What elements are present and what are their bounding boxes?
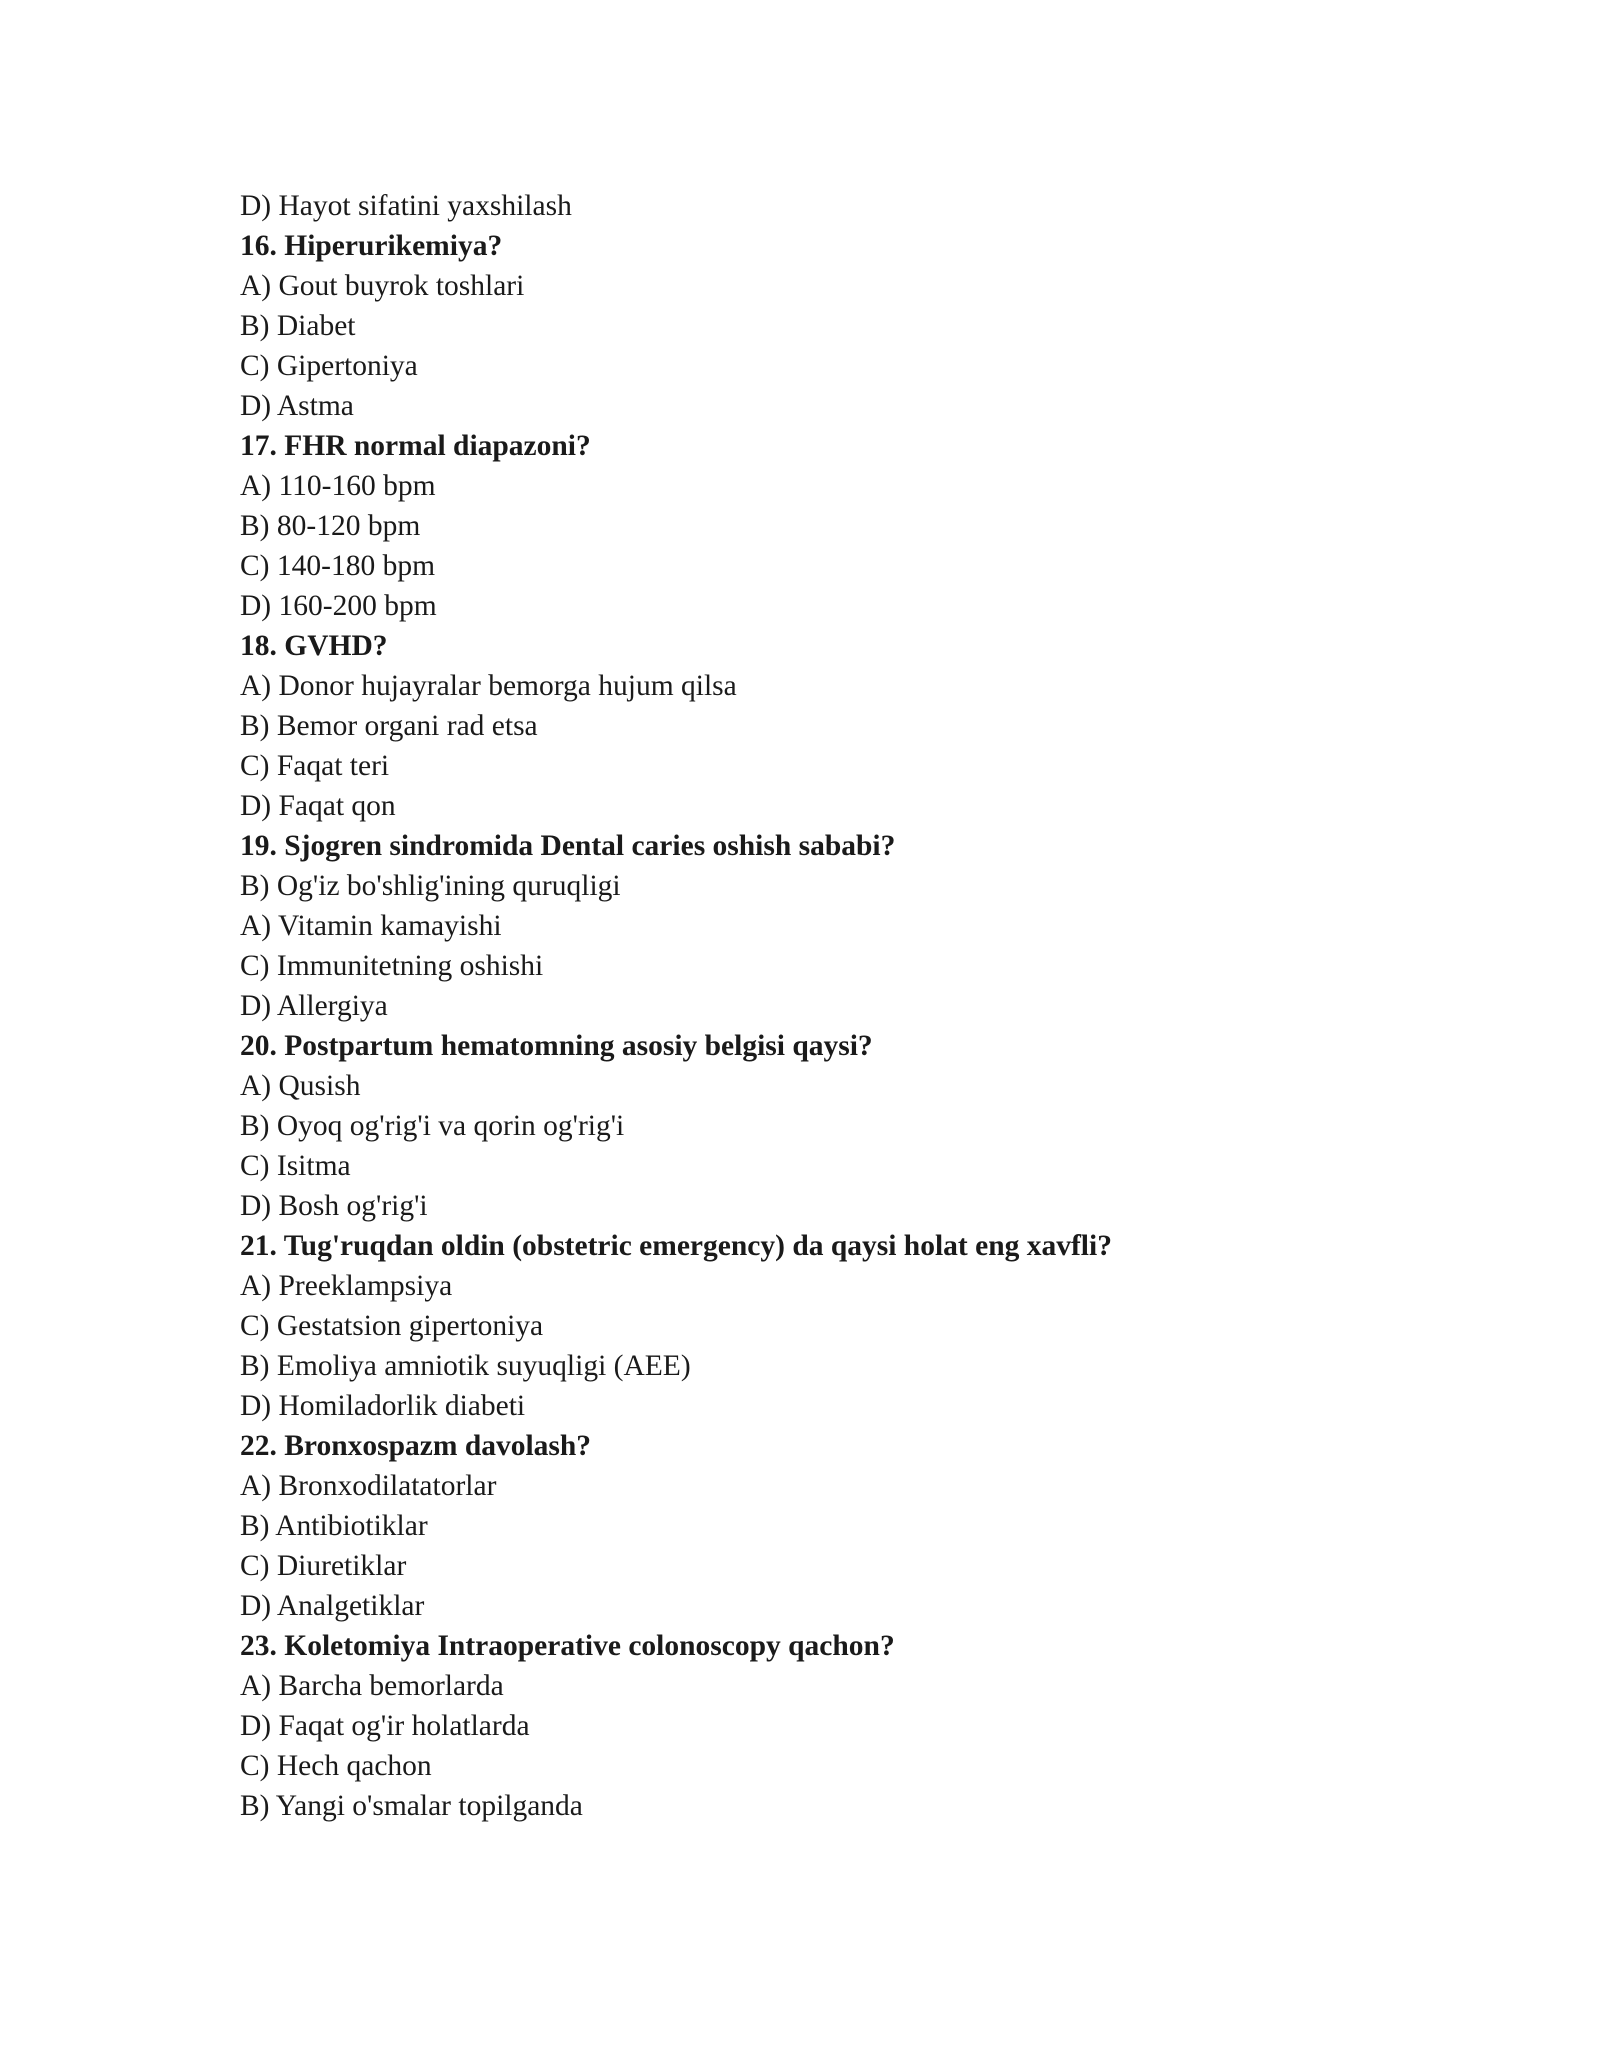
document-page — [240, 186, 1420, 1826]
answer-option: D) 160-200 bpm — [240, 590, 437, 622]
question-title: 23. Koletomiya Intraoperative colonoscopy qachon? — [240, 1630, 895, 1662]
answer-option: C) 140-180 bpm — [240, 550, 436, 582]
question-title: 18. GVHD? — [240, 630, 388, 662]
answer-option: B) Yangi o'smalar topilganda — [240, 1790, 583, 1822]
answer-option: B) Oyoq og'rig'i va qorin og'rig'i — [240, 1110, 625, 1142]
answer-option: B) 80-120 bpm — [240, 510, 421, 542]
answer-option: D) Faqat og'ir holatlarda — [240, 1710, 530, 1742]
answer-option: C) Isitma — [240, 1150, 351, 1182]
answer-option: B) Diabet — [240, 310, 356, 342]
answer-option: B) Antibiotiklar — [240, 1510, 428, 1542]
question-title: 21. Tug'ruqdan oldin (obstetric emergency) da qaysi holat eng xavfli? — [240, 1230, 1112, 1262]
answer-option: D) Analgetiklar — [240, 1590, 425, 1622]
answer-option: B) Og'iz bo'shlig'ining quruqligi — [240, 870, 621, 902]
answer-option: A) Bronxodilatatorlar — [240, 1470, 497, 1502]
answer-option: A) 110-160 bpm — [240, 470, 436, 502]
answer-option: B) Bemor organi rad etsa — [240, 710, 538, 742]
answer-option: A) Preeklampsiya — [240, 1270, 453, 1302]
answer-option: D) Allergiya — [240, 990, 388, 1022]
question-block-21 — [240, 1226, 1420, 1426]
answer-option: C) Faqat teri — [240, 750, 390, 782]
answer-option: A) Qusish — [240, 1070, 361, 1102]
question-title: 19. Sjogren sindromida Dental caries oshish sababi? — [240, 830, 896, 862]
question-block-16 — [240, 226, 1420, 426]
answer-option: C) Immunitetning oshishi — [240, 950, 544, 982]
answer-option: D) Bosh og'rig'i — [240, 1190, 428, 1222]
question-block-20 — [240, 1026, 1420, 1226]
question-block-19 — [240, 826, 1420, 1026]
answer-option: D) Astma — [240, 390, 354, 422]
answer-option: A) Barcha bemorlarda — [240, 1670, 504, 1702]
answer-option: A) Vitamin kamayishi — [240, 910, 502, 942]
answer-option: A) Donor hujayralar bemorga hujum qilsa — [240, 670, 737, 702]
answer-option: C) Diuretiklar — [240, 1550, 407, 1582]
answer-option: C) Hech qachon — [240, 1750, 432, 1782]
answer-option: C) Gipertoniya — [240, 350, 418, 382]
question-block-18 — [240, 626, 1420, 826]
question-title: 20. Postpartum hematomning asosiy belgisi qaysi? — [240, 1030, 873, 1062]
question-title: 16. Hiperurikemiya? — [240, 230, 503, 262]
answer-option: D) Faqat qon — [240, 790, 396, 822]
question-block-17 — [240, 426, 1420, 626]
lead-option: D) Hayot sifatini yaxshilash — [240, 190, 572, 222]
answer-option: D) Homiladorlik diabeti — [240, 1390, 526, 1422]
question-block-22 — [240, 1426, 1420, 1626]
question-block-23 — [240, 1626, 1420, 1826]
answer-option: B) Emoliya amniotik suyuqligi (AEE) — [240, 1350, 691, 1382]
question-title: 17. FHR normal diapazoni? — [240, 430, 591, 462]
question-title: 22. Bronxospazm davolash? — [240, 1430, 592, 1462]
answer-option: A) Gout buyrok toshlari — [240, 270, 525, 302]
answer-option: C) Gestatsion gipertoniya — [240, 1310, 544, 1342]
